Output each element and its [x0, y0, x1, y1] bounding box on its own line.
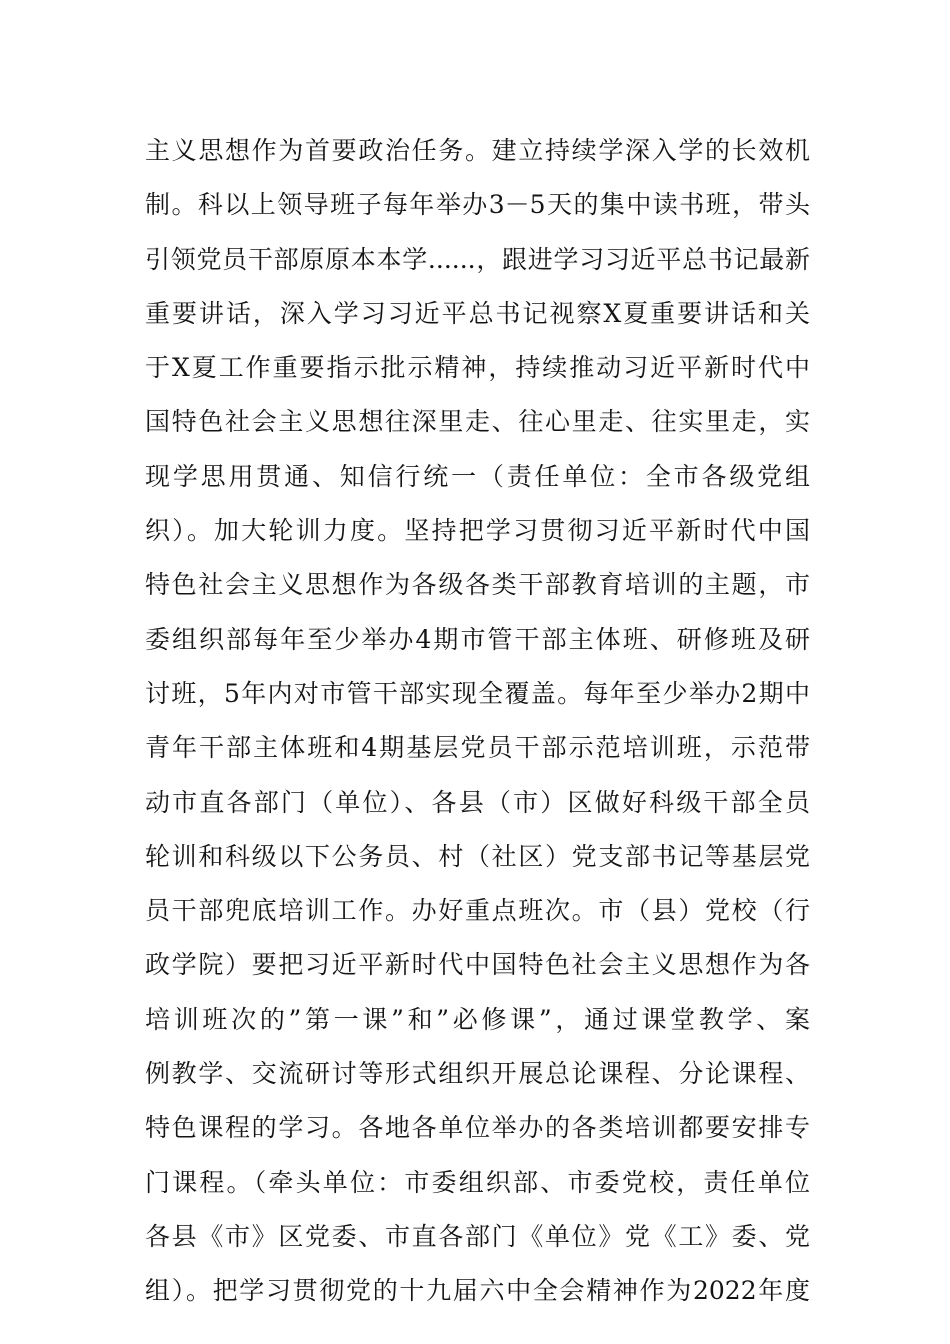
text-line: 国特色社会主义思想往深里走、往心里走、往实里走，实 — [145, 407, 810, 437]
text-line: 政学院）要把习近平新时代中国特色社会主义思想作为各 — [145, 950, 810, 980]
text-line: 织）。加大轮训力度。坚持把学习贯彻习近平新时代中国 — [145, 516, 810, 546]
text-line: 青年干部主体班和4期基层党员干部示范培训班，示范带 — [145, 733, 810, 763]
text-line: 特色课程的学习。各地各单位举办的各类培训都要安排专 — [145, 1113, 810, 1143]
text-line: 轮训和科级以下公务员、村（社区）党支部书记等基层党 — [145, 841, 810, 871]
body-text — [145, 124, 810, 1319]
text-line: 特色社会主义思想作为各级各类干部教育培训的主题，市 — [145, 570, 810, 600]
text-line: 组）。把学习贯彻党的十九届六中全会精神作为2022年度 — [145, 1276, 810, 1306]
text-line: 各县《市》区党委、市直各部门《单位》党《工》委、党 — [145, 1221, 810, 1251]
text-line: 培训班次的”第一课”和”必修课”，通过课堂教学、案 — [145, 1004, 810, 1034]
text-line: 讨班，5年内对市管干部实现全覆盖。每年至少举办2期中 — [145, 678, 810, 708]
text-line: 于X夏工作重要指示批示精神，持续推动习近平新时代中 — [145, 353, 810, 383]
text-line: 委组织部每年至少举办4期市管干部主体班、研修班及研 — [145, 624, 810, 654]
text-line: 动市直各部门（单位）、各县（市）区做好科级干部全员 — [145, 787, 810, 817]
text-line: 现学思用贯通、知信行统一（责任单位：全市各级党组 — [145, 461, 810, 491]
text-line: 重要讲话，深入学习习近平总书记视察X夏重要讲话和关 — [145, 298, 810, 328]
text-line: 员干部兜底培训工作。办好重点班次。市（县）党校（行 — [145, 896, 810, 926]
text-line: 门课程。（牵头单位：市委组织部、市委党校，责任单位 — [145, 1167, 810, 1197]
text-line: 例教学、交流研讨等形式组织开展总论课程、分论课程、 — [145, 1059, 810, 1089]
text-line: 制。科以上领导班子每年举办3－5天的集中读书班，带头 — [145, 190, 810, 220]
text-line: 引领党员干部原原本本学......，跟进学习习近平总书记最新 — [145, 244, 810, 274]
text-line: 主义思想作为首要政治任务。建立持续学深入学的长效机 — [145, 136, 810, 165]
